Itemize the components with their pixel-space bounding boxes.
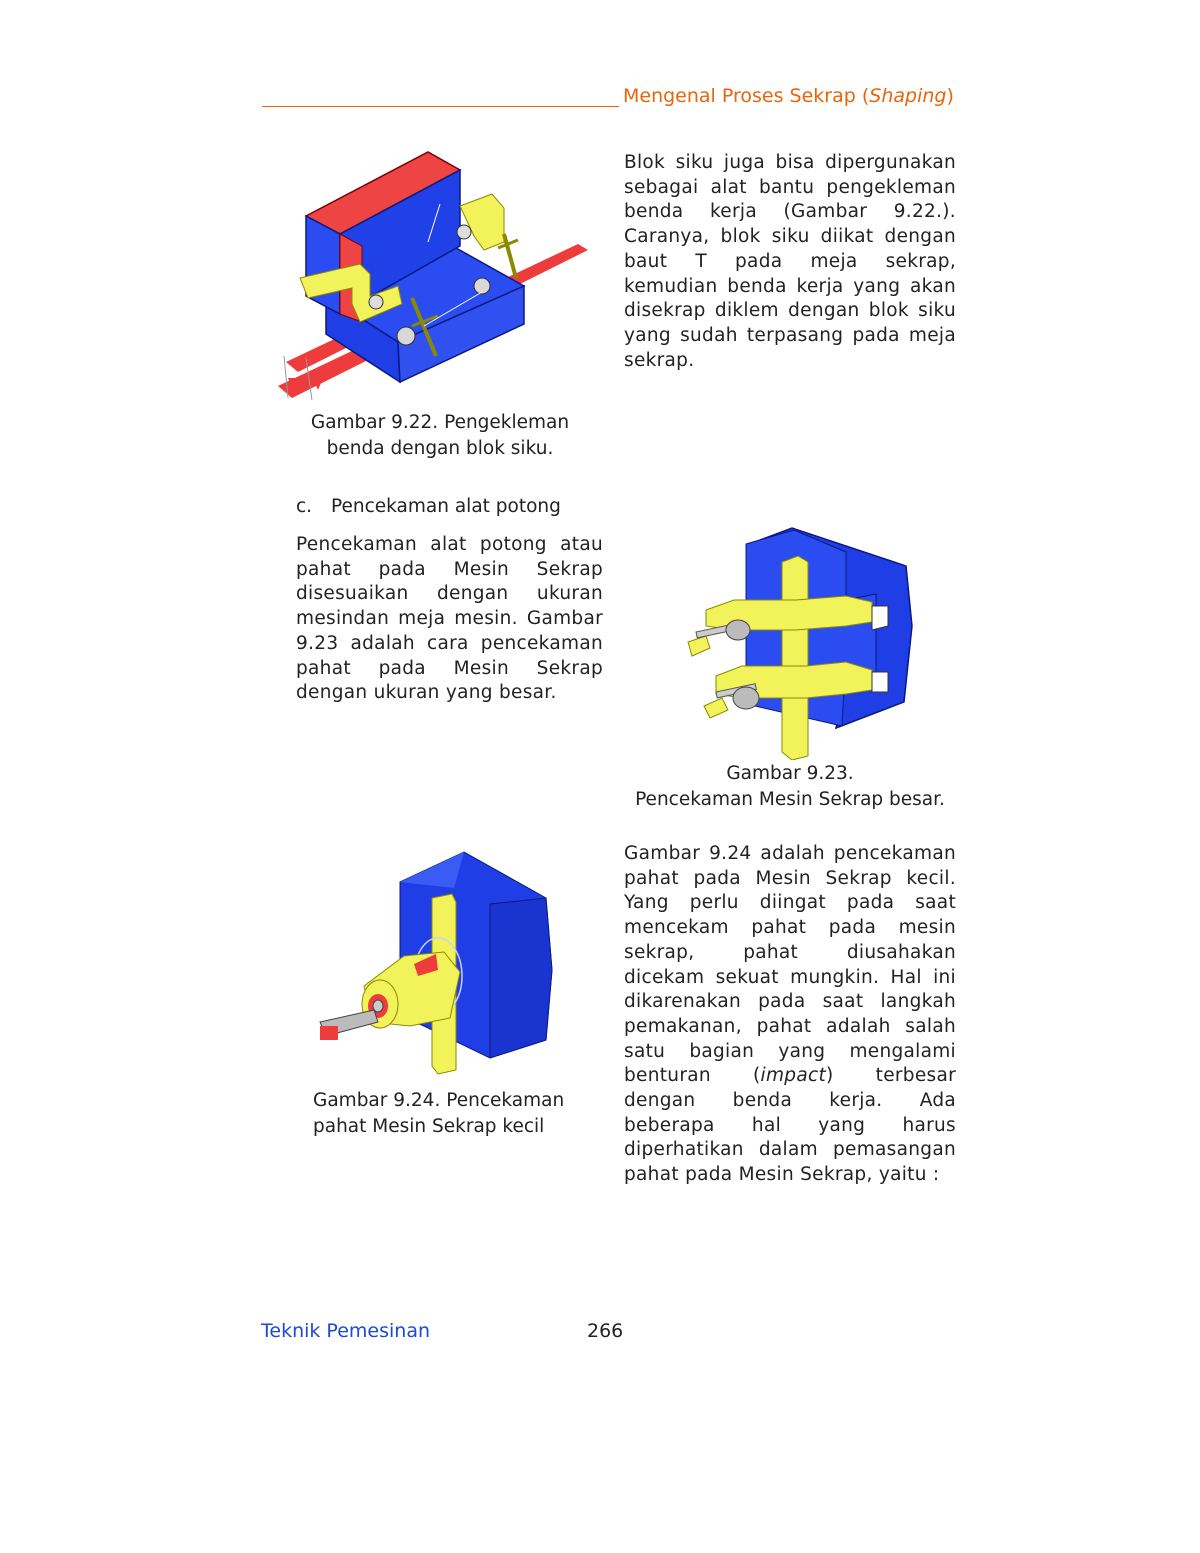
paragraph-italic-impact: impact bbox=[760, 1065, 827, 1087]
section-heading-c bbox=[296, 496, 561, 517]
figure-9-24-caption-line1: Gambar 9.24. Pencekaman bbox=[313, 1090, 565, 1111]
header-title-prefix: Mengenal Proses Sekrap ( bbox=[623, 85, 870, 107]
paragraph-part2: ) terbesar dengan benda kerja. Ada beberapa hal yang harus diperhatikan dalam pemasangan pahat pada Mesin Sekrap, yaitu : bbox=[624, 1065, 956, 1186]
paragraph-part1: Gambar 9.24 adalah pencekaman pahat pada Mesin Sekrap kecil. Yang perlu diingat pada saat mencekam pahat pada mesin sekrap, pahat diusahakan dicekam sekuat mungkin. Hal ini dikarenakan pada saat langkah pemakanan, pahat adalah salah satu bagian yang mengalami benturan ( bbox=[624, 843, 956, 1087]
footer-page-number: 266 bbox=[587, 1320, 624, 1342]
figure-9-24-caption-line2: pahat Mesin Sekrap kecil bbox=[313, 1116, 545, 1137]
figure-9-22-caption-line2: benda dengan blok siku. bbox=[326, 438, 554, 459]
running-header bbox=[262, 84, 967, 114]
paragraph-pencekaman-alat-potong: Pencekaman alat potong atau pahat pada Mesin Sekrap disesuaikan dengan ukuran mesindan meja mesin. Gambar 9.23 adalah cara pencekaman pahat pada Mesin Sekrap dengan ukuran yang besar. bbox=[296, 534, 603, 704]
figure-9-23-caption-line2: Pencekaman Mesin Sekrap besar. bbox=[635, 789, 945, 810]
figure-9-24-image bbox=[314, 846, 576, 1082]
section-marker: c. bbox=[296, 496, 313, 517]
header-underline bbox=[262, 84, 619, 107]
header-title-suffix: ) bbox=[946, 85, 954, 107]
figure-9-22-caption-line1: Gambar 9.22. Pengekleman bbox=[310, 412, 570, 433]
figure-9-23-caption-line1: Gambar 9.23. bbox=[726, 763, 854, 784]
figure-9-24-caption bbox=[313, 1088, 603, 1140]
header-title-italic: Shaping bbox=[869, 85, 947, 107]
section-title: Pencekaman alat potong bbox=[331, 496, 561, 517]
figure-9-22-caption bbox=[278, 410, 602, 462]
paragraph-gambar-9-24 bbox=[624, 842, 956, 1188]
figure-9-23-caption bbox=[620, 761, 960, 813]
figure-9-23-image bbox=[676, 526, 916, 760]
figure-9-22-image bbox=[278, 146, 594, 410]
footer-book-title: Teknik Pemesinan bbox=[261, 1320, 431, 1342]
paragraph-blok-siku: Blok siku juga bisa dipergunakan sebagai alat bantu pengekleman benda kerja (Gambar 9.22.). Caranya, blok siku diikat dengan baut T pada meja sekrap, kemudian benda kerja yang akan disekrap diklem dengan blok siku yang sudah terpasang pada meja sekrap. bbox=[624, 152, 956, 371]
